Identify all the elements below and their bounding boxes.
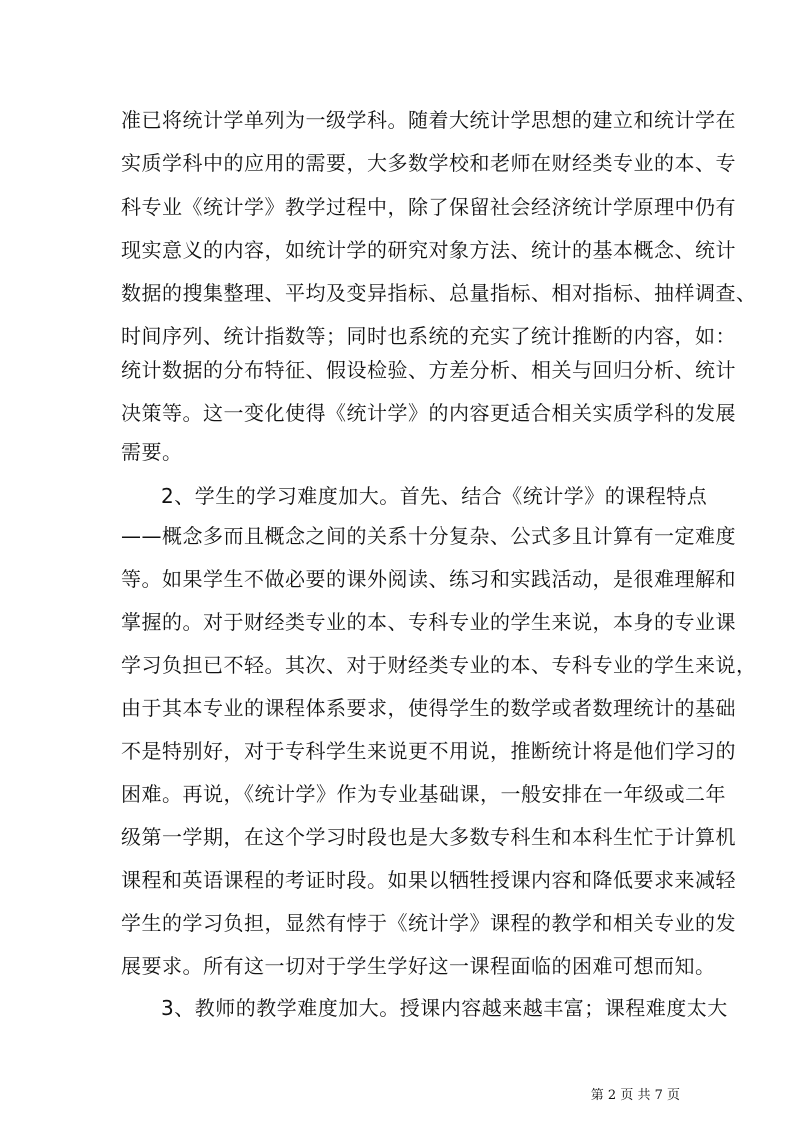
paragraph-line: 2、学生的学习难度加大。首先、结合《统计学》的课程特点 (161, 484, 708, 508)
paragraph-line: 科专业《统计学》教学过程中，除了保留社会经济统计学原理中仍有 (121, 195, 736, 219)
paragraph-line: 决策等。这一变化使得《统计学》的内容更适合相关实质学科的发展 (121, 401, 736, 425)
paragraph-line: 由于其本专业的课程体系要求，使得学生的数学或者数理统计的基础 (121, 696, 736, 720)
paragraph-line: 课程和英语课程的考证时段。如果以牺牲授课内容和降低要求来减轻 (121, 868, 736, 892)
paragraph-line: 学习负担已不轻。其次、对于财经类专业的本、专科专业的学生来说， (121, 653, 757, 677)
paragraph-line: 需要。 (121, 440, 183, 464)
paragraph-line: 级第一学期，在这个学习时段也是大多数专科生和本科生忙于计算机 (121, 825, 736, 849)
paragraph-line: 统计数据的分布特征、假设检验、方差分析、相关与回归分析、统计 (121, 358, 736, 382)
paragraph-line: 困难。再说，《统计学》作为专业基础课，一般安排在一年级或二年 (121, 782, 726, 806)
paragraph-line: 现实意义的内容，如统计学的研究对象方法、统计的基本概念、统计 (121, 238, 736, 262)
paragraph-line: ——概念多而且概念之间的关系十分复杂、公式多且计算有一定难度 (121, 524, 736, 548)
page-number: 第 2 页 共 7 页 (590, 1088, 680, 1103)
paragraph-line: 等。如果学生不做必要的课外阅读、练习和实践活动，是很难理解和 (121, 567, 736, 591)
paragraph-line: 3、教师的教学难度加大。授课内容越来越丰富；课程难度太大 (161, 996, 728, 1020)
paragraph-line: 实质学科中的应用的需要，大多数学校和老师在财经类专业的本、专 (121, 151, 736, 175)
paragraph-line: 时间序列、统计指数等；同时也系统的充实了统计推断的内容，如： (121, 324, 736, 348)
paragraph-line: 不是特别好，对于专科学生来说更不用说，推断统计将是他们学习的 (121, 739, 736, 763)
paragraph-line: 展要求。所有这一切对于学生学好这一课程面临的困难可想而知。 (121, 954, 716, 978)
paragraph-line: 掌握的。对于财经类专业的本、专科专业的学生来说，本身的专业课 (121, 610, 736, 634)
paragraph-line: 学生的学习负担，显然有悖于《统计学》课程的教学和相关专业的发 (121, 911, 736, 935)
paragraph-line: 准已将统计学单列为一级学科。随着大统计学思想的建立和统计学在 (121, 108, 736, 132)
paragraph-line: 数据的搜集整理、平均及变异指标、总量指标、相对指标、抽样调查、 (121, 281, 757, 305)
